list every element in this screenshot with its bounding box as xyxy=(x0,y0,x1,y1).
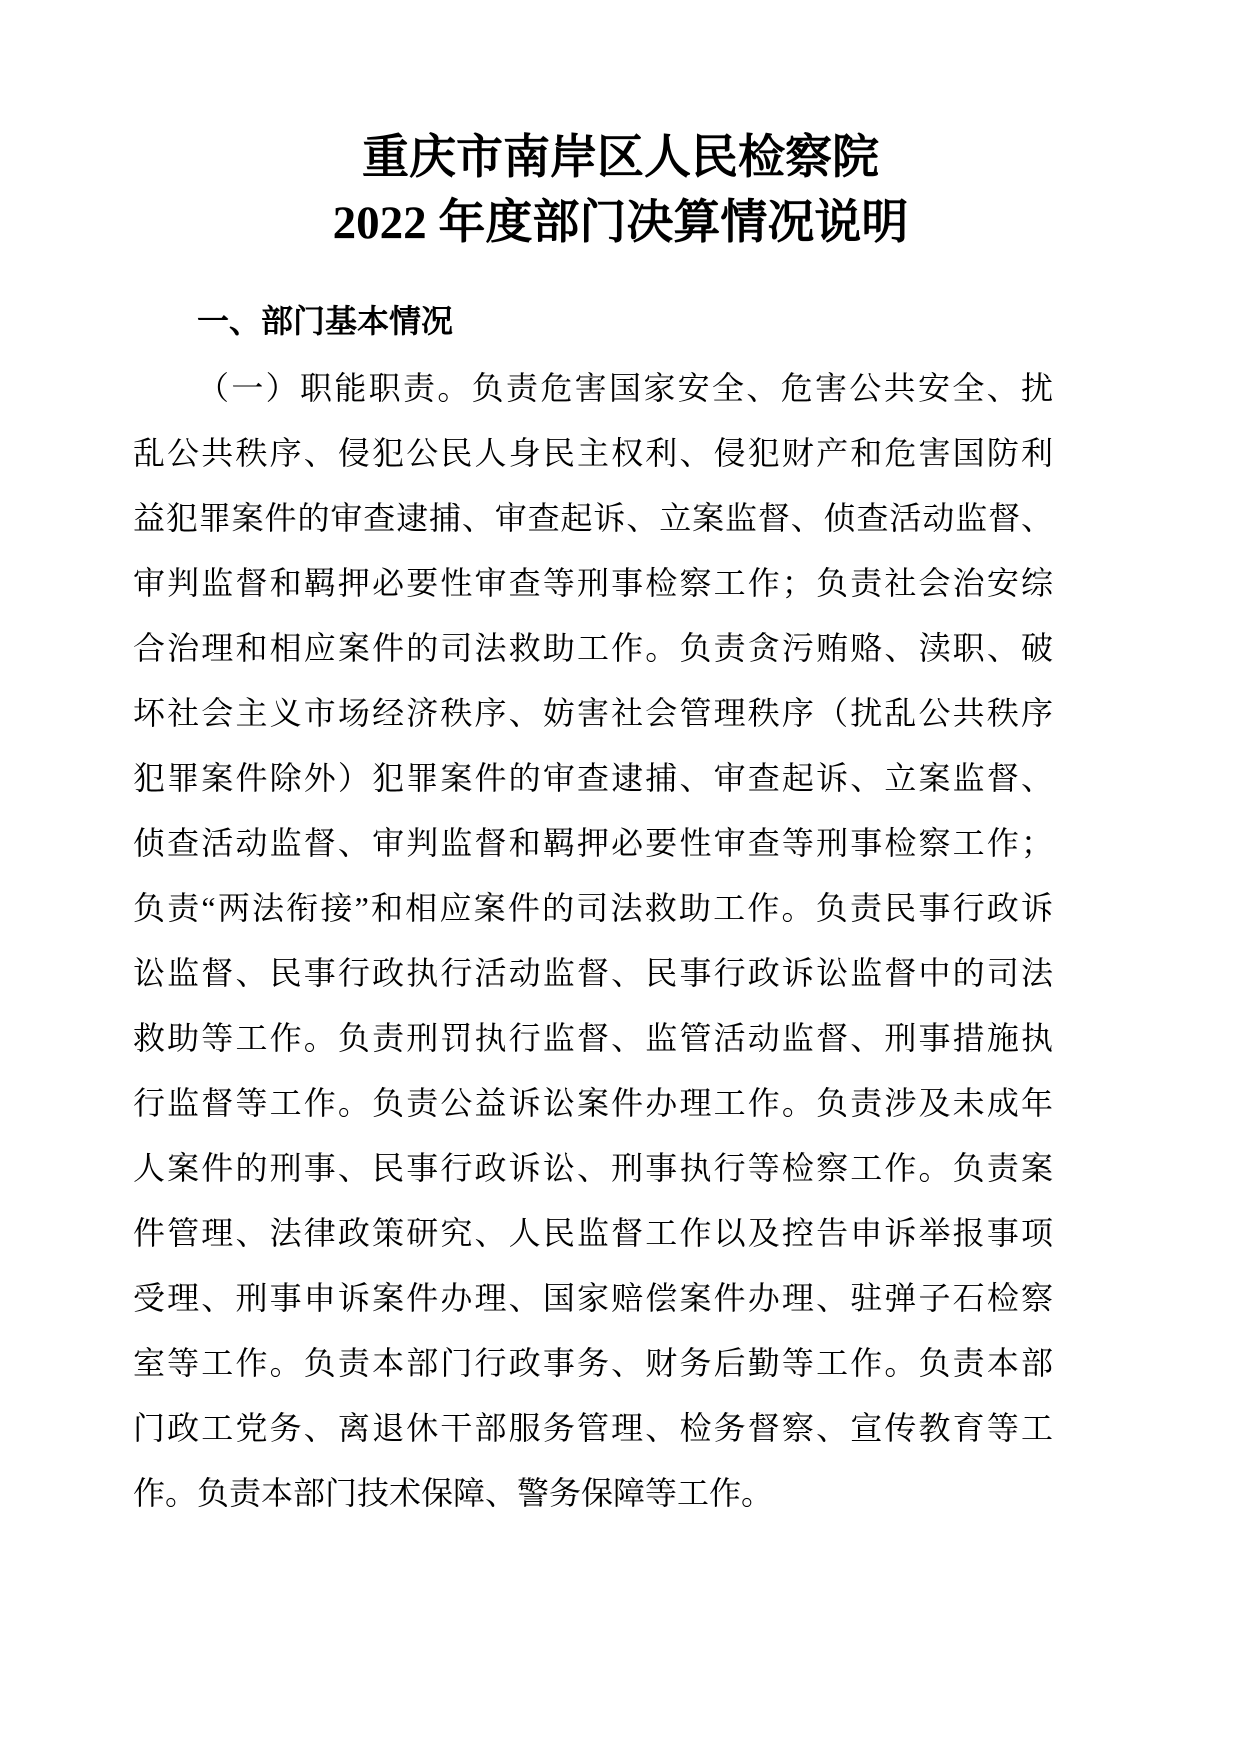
body-paragraph xyxy=(133,356,1053,1526)
paragraph-line: 救助等工作。负责刑罚执行监督、监管活动监督、刑事措施执 xyxy=(133,1020,1053,1056)
paragraph-line: 侦查活动监督、审判监督和羁押必要性审查等刑事检察工作； xyxy=(133,825,1053,861)
paragraph-line: 受理、刑事申诉案件办理、国家赔偿案件办理、驻弹子石检察 xyxy=(133,1280,1053,1316)
title-line-2: 2022 年度部门决算情况说明 xyxy=(332,197,909,249)
paragraph-line: 坏社会主义市场经济秩序、妨害社会管理秩序（扰乱公共秩序 xyxy=(133,695,1053,731)
paragraph-line: 室等工作。负责本部门行政事务、财务后勤等工作。负责本部 xyxy=(133,1345,1053,1381)
paragraph-line: 审判监督和羁押必要性审查等刑事检察工作；负责社会治安综 xyxy=(133,565,1053,601)
paragraph-line: 乱公共秩序、侵犯公民人身民主权利、侵犯财产和危害国防利 xyxy=(133,435,1053,471)
paragraph-line: （一）职能职责。负责危害国家安全、危害公共安全、扰 xyxy=(197,370,1053,406)
document-title xyxy=(0,126,1241,256)
paragraph-line: 件管理、法律政策研究、人民监督工作以及控告申诉举报事项 xyxy=(133,1215,1053,1251)
paragraph-line: 讼监督、民事行政执行活动监督、民事行政诉讼监督中的司法 xyxy=(133,955,1053,991)
paragraph-line: 人案件的刑事、民事行政诉讼、刑事执行等检察工作。负责案 xyxy=(133,1150,1053,1186)
title-line-1: 重庆市南岸区人民检察院 xyxy=(362,132,879,184)
paragraph-line: 益犯罪案件的审查逮捕、审查起诉、立案监督、侦查活动监督、 xyxy=(133,500,1053,536)
section-heading: 一、部门基本情况 xyxy=(197,303,454,339)
paragraph-line: 作。负责本部门技术保障、警务保障等工作。 xyxy=(133,1475,774,1511)
paragraph-line: 行监督等工作。负责公益诉讼案件办理工作。负责涉及未成年 xyxy=(133,1085,1053,1121)
paragraph-line: 合治理和相应案件的司法救助工作。负责贪污贿赂、渎职、破 xyxy=(133,630,1053,666)
paragraph-line: 负责“两法衔接”和相应案件的司法救助工作。负责民事行政诉 xyxy=(133,890,1053,926)
paragraph-line: 犯罪案件除外）犯罪案件的审查逮捕、审查起诉、立案监督、 xyxy=(133,760,1053,796)
paragraph-line: 门政工党务、离退休干部服务管理、检务督察、宣传教育等工 xyxy=(133,1410,1053,1446)
